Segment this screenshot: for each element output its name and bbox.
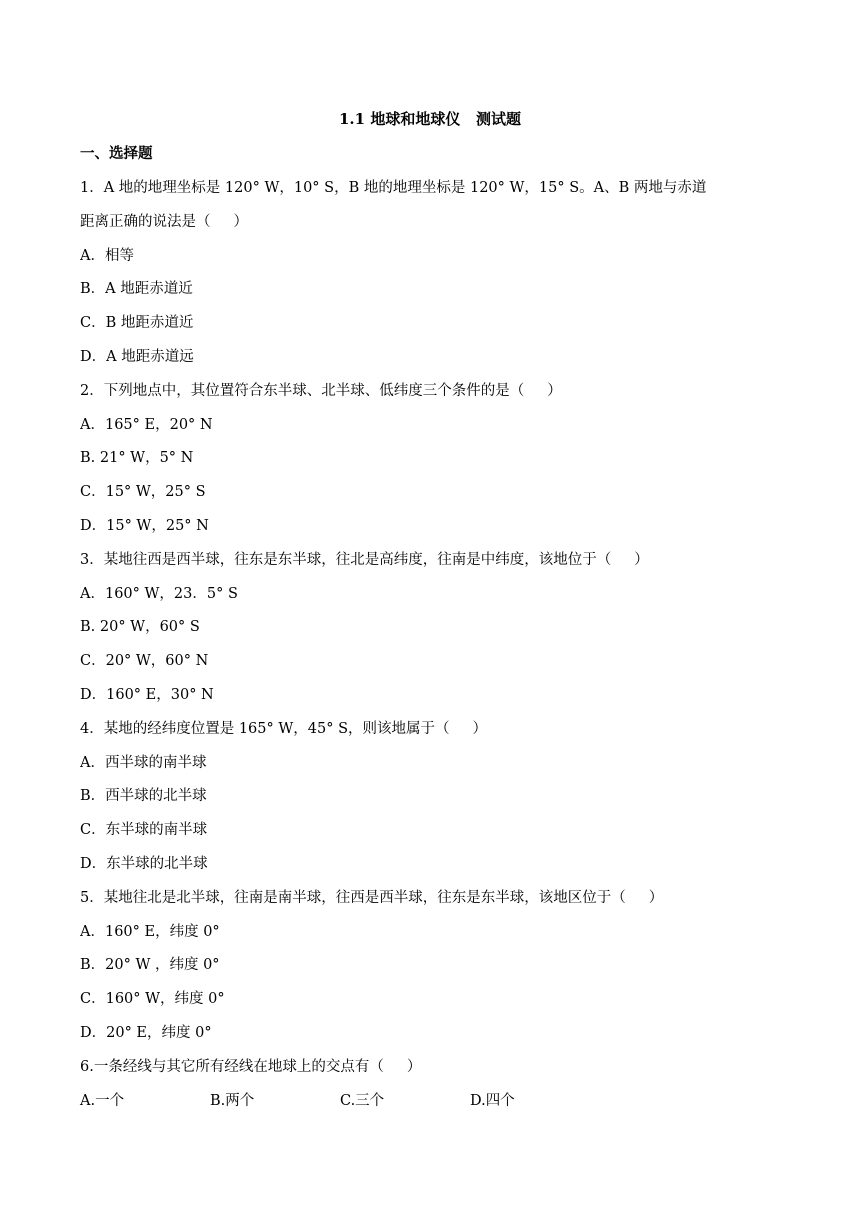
answer-option: D．160° E，30° N xyxy=(80,686,214,703)
answer-option: D．东半球的北半球 xyxy=(80,855,208,872)
question-stem: 1．A 地的地理坐标是 120° W，10° S，B 地的地理坐标是 120° W，15° S。A、B 两地与赤道 xyxy=(80,180,707,196)
answer-option: B.两个 xyxy=(210,1092,255,1109)
question-1 xyxy=(80,177,780,368)
question-stem: 5．某地往北是北半球，往南是南半球，往西是西半球，往东是东半球，该地区位于（ ） xyxy=(80,889,664,906)
answer-option: C．160° W，纬度 0° xyxy=(80,991,225,1008)
answer-option: A．160° W，23．5° S xyxy=(80,585,238,602)
answer-option: A．165° E，20° N xyxy=(80,416,213,433)
question-stem: 3．某地往西是西半球，往东是东半球，往北是高纬度，往南是中纬度，该地位于（ ） xyxy=(80,551,649,568)
question-stem: 4．某地的经纬度位置是 165° W，45° S，则该地属于（ ） xyxy=(80,720,488,737)
answer-option: C．B 地距赤道近 xyxy=(80,315,194,332)
question-stem: 6.一条经线与其它所有经线在地球上的交点有（ ） xyxy=(80,1058,422,1075)
section-heading: 一、选择题 xyxy=(80,145,153,162)
answer-option: B．20° W ，纬度 0° xyxy=(80,957,220,974)
question-stem: 距离正确的说法是（ ） xyxy=(80,213,249,230)
question-stem: 2．下列地点中，其位置符合东半球、北半球、低纬度三个条件的是（ ） xyxy=(80,382,562,399)
answer-option: C.三个 xyxy=(340,1092,385,1109)
answer-option: D.四个 xyxy=(470,1092,515,1109)
question-3 xyxy=(80,549,780,706)
answer-option: B．西半球的北半球 xyxy=(80,788,207,805)
question-list xyxy=(80,143,780,1112)
answer-option: D．15° W，25° N xyxy=(80,517,209,534)
answer-option: A．160° E，纬度 0° xyxy=(80,923,220,940)
answer-option: A．西半球的南半球 xyxy=(80,754,207,771)
answer-option: B．A 地距赤道近 xyxy=(80,281,193,298)
answer-option: D．20° E，纬度 0° xyxy=(80,1024,212,1041)
answer-option: D．A 地距赤道远 xyxy=(80,348,194,365)
answer-option: C．东半球的南半球 xyxy=(80,822,208,839)
question-2 xyxy=(80,380,780,537)
question-6 xyxy=(80,1056,780,1112)
answer-option: C．20° W，60° N xyxy=(80,653,209,670)
answer-option: C．15° W，25° S xyxy=(80,484,206,501)
answer-option: B. 20° W，60° S xyxy=(80,619,200,636)
question-4 xyxy=(80,718,780,875)
answer-option: A.一个 xyxy=(80,1092,125,1109)
answer-option-row xyxy=(80,1090,780,1112)
answer-option: A．相等 xyxy=(80,247,134,264)
answer-option: B. 21° W，5° N xyxy=(80,450,194,467)
page-title: 1.1 地球和地球仪 测试题 xyxy=(339,110,521,128)
question-5 xyxy=(80,887,780,1044)
